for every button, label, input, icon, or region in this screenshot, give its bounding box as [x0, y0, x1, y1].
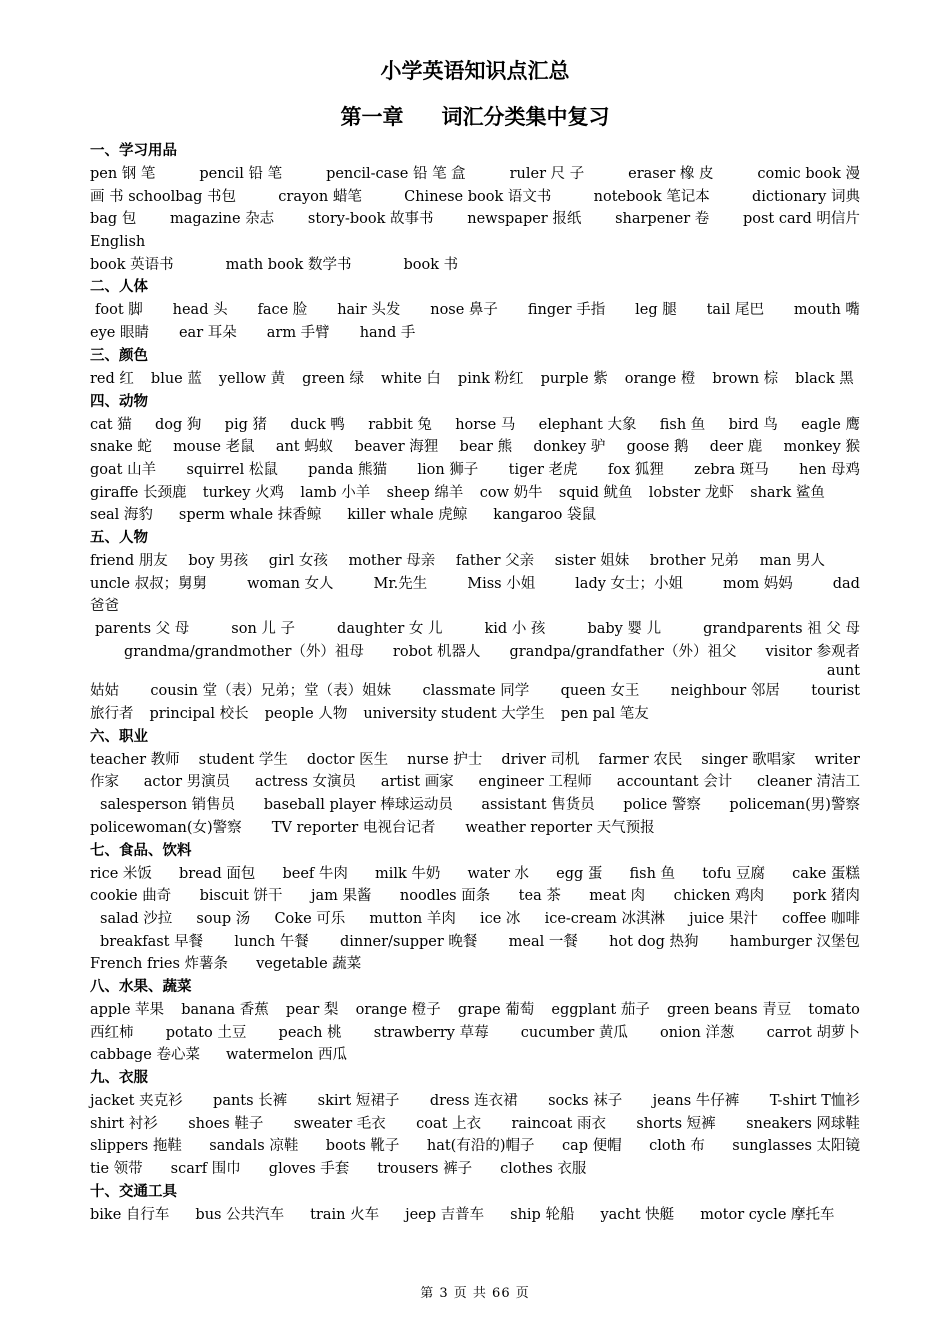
vocab-term: singer 歌唱家 — [701, 751, 796, 768]
vocab-term: raincoat 雨衣 — [511, 1115, 606, 1132]
vocab-term: fish 鱼 — [629, 865, 676, 882]
vocab-term: 旅行者 — [90, 706, 134, 723]
vocab-term: peach 桃 — [278, 1024, 342, 1041]
vocab-term: kid 小 孩 — [484, 621, 546, 637]
vocab-term: eraser 橡 皮 — [628, 166, 714, 182]
vocab-line — [90, 1158, 860, 1181]
vocab-term: slippers 拖鞋 — [90, 1138, 182, 1155]
vocab-line — [90, 436, 860, 459]
vocab-term: coffee 咖啡 — [782, 910, 860, 927]
vocab-term: beef 牛肉 — [282, 865, 348, 882]
vocab-term: white 白 — [381, 370, 441, 387]
vocab-term: actor 男演员 — [143, 774, 231, 791]
vocab-term: book 英语书 — [90, 256, 174, 273]
vocab-term: dinner/supper 晚餐 — [339, 933, 478, 950]
vocab-term: baseball player 棒球运动员 — [263, 797, 453, 814]
vocab-term: shorts 短裤 — [636, 1115, 716, 1132]
vocab-term: breakfast 早餐 — [100, 933, 204, 950]
vocab-term: lamb 小羊 — [300, 484, 371, 501]
vocab-term: pork 猪肉 — [792, 888, 860, 905]
vocab-term: meat 肉 — [589, 888, 646, 905]
vocab-term: fish 鱼 — [659, 416, 706, 433]
vocab-term: English — [90, 234, 146, 251]
vocab-term: parents 父 母 — [95, 621, 190, 637]
vocab-term: tiger 老虎 — [508, 461, 578, 478]
vocab-term: 画 书 schoolbag 书包 — [90, 188, 237, 205]
vocab-term: student 学生 — [198, 751, 288, 768]
vocab-term: man 男人 — [759, 552, 825, 569]
vocab-term: hat(有沿的)帽子 — [426, 1138, 535, 1155]
vocab-term: noodles 面条 — [399, 888, 491, 905]
vocab-term: bear 熊 — [459, 439, 513, 456]
vocab-term: shark 鲨鱼 — [750, 484, 825, 501]
vocab-line — [90, 953, 860, 976]
vocab-term: post card 明信片 — [742, 211, 860, 228]
vocab-line — [90, 663, 860, 680]
vocab-term: bird 鸟 — [728, 416, 778, 433]
vocab-line — [90, 459, 860, 482]
vocab-line — [90, 208, 860, 231]
vocab-term: 作家 — [90, 774, 119, 791]
vocab-term: Mr.先生 — [373, 575, 428, 592]
vocab-term: grape 葡萄 — [457, 1001, 535, 1018]
vocab-term: head 头 — [172, 302, 228, 319]
vocab-term: lion 狮子 — [417, 461, 479, 478]
vocab-term: salesperson 销售员 — [100, 797, 236, 814]
vocab-term: juice 果汁 — [689, 910, 758, 927]
vocab-term: crayon 蜡笔 — [278, 188, 362, 205]
vocab-term: aunt — [826, 663, 860, 680]
page-title: 小学英语知识点汇总 — [380, 59, 570, 83]
vocab-term: mouth 嘴 — [793, 302, 860, 319]
section-heading-animals: 四、动物 — [90, 393, 148, 410]
vocab-term: assistant 售货员 — [481, 797, 595, 814]
vocab-term: boots 靴子 — [325, 1138, 400, 1155]
vocab-term: orange 橙 — [624, 370, 696, 387]
vocab-term: policewoman(女)警察 — [90, 819, 242, 836]
vocab-term: cookie 曲奇 — [90, 888, 172, 905]
vocab-term: tea 茶 — [518, 888, 561, 905]
vocab-term: pen pal 笔友 — [560, 706, 649, 723]
vocab-term: nose 鼻子 — [430, 302, 498, 319]
vocab-term: trousers 裤子 — [377, 1161, 473, 1178]
vocab-term: sheep 绵羊 — [386, 484, 464, 501]
vocab-term: dictionary 词典 — [752, 188, 860, 205]
vocab-line — [90, 163, 860, 186]
vocab-term: hair 头发 — [337, 302, 401, 319]
vocab-term: jam 果酱 — [310, 888, 372, 905]
vocab-term: tomato — [808, 1001, 860, 1018]
vocab-term: blue 蓝 — [150, 370, 202, 387]
vocab-term: farmer 农民 — [598, 751, 683, 768]
vocab-term: police 警察 — [623, 797, 701, 814]
section-heading-occupations: 六、职业 — [90, 728, 148, 745]
vocab-term: tie 领带 — [90, 1161, 143, 1178]
vocab-term: baby 婴 儿 — [587, 621, 662, 637]
vocab-term: donkey 驴 — [533, 439, 606, 456]
vocab-line — [90, 680, 860, 703]
vocab-term: 姑姑 — [90, 683, 119, 700]
vocab-term: rice 米饭 — [90, 865, 152, 882]
vocab-line — [90, 231, 860, 254]
vocab-term: comic book 漫 — [757, 166, 860, 182]
vocab-term: killer whale 虎鲸 — [347, 507, 468, 524]
vocab-term: yellow 黄 — [218, 370, 286, 387]
vocab-term: ruler 尺 子 — [509, 166, 585, 182]
vocab-term: accountant 会计 — [616, 774, 733, 791]
vocab-term: book 书 — [403, 256, 459, 273]
vocab-term: Miss 小姐 — [467, 575, 536, 592]
vocab-line — [90, 1204, 860, 1227]
section-heading-body: 二、人体 — [90, 279, 148, 296]
vocab-term: pen 钢 笔 — [90, 166, 156, 182]
vocab-term: banana 香蕉 — [181, 1001, 269, 1018]
vocab-term: fox 狐狸 — [607, 461, 664, 478]
vocab-term: cleaner 清洁工 — [757, 774, 860, 791]
vocab-term: pig 猪 — [224, 416, 267, 433]
vocab-term: jeep 吉普车 — [405, 1206, 485, 1223]
vocab-term: scarf 围巾 — [170, 1161, 241, 1178]
vocab-term: sweater 毛衣 — [293, 1115, 386, 1132]
section-heading-people: 五、人物 — [90, 529, 148, 546]
vocab-term: queen 女王 — [560, 683, 640, 700]
vocab-term: egg 蛋 — [556, 865, 603, 882]
vocab-term: lady 女士；小姐 — [575, 575, 684, 592]
vocab-term: elephant 大象 — [538, 416, 637, 433]
vocab-line — [90, 999, 860, 1022]
vocab-term: driver 司机 — [501, 751, 580, 768]
vocab-term: father 父亲 — [455, 552, 535, 569]
vocab-term: goose 鹅 — [626, 439, 689, 456]
vocab-term: sister 姐妹 — [554, 552, 630, 569]
vocab-term: coat 上衣 — [416, 1115, 482, 1132]
vocab-term: cake 蛋糕 — [792, 865, 860, 882]
vocab-term: yacht 快艇 — [600, 1206, 675, 1223]
vocab-term: sharpener 卷 — [615, 211, 710, 228]
vocab-line — [90, 908, 860, 931]
vocab-term: T-shirt T恤衫 — [769, 1093, 860, 1109]
vocab-term: newspaper 报纸 — [467, 211, 582, 228]
vocab-term: hen 母鸡 — [799, 461, 860, 478]
vocab-term: mom 妈妈 — [722, 575, 793, 592]
vocab-term: friend 朋友 — [90, 552, 168, 569]
vocab-term: kangaroo 袋鼠 — [493, 507, 596, 524]
vocab-line — [90, 703, 860, 726]
vocab-term: cucumber 黄瓜 — [520, 1024, 628, 1041]
vocab-term: snake 蛇 — [90, 439, 152, 456]
vocab-term: skirt 短裙子 — [317, 1093, 400, 1109]
vocab-line — [90, 1022, 860, 1045]
vocab-term: weather reporter 天气预报 — [465, 819, 655, 836]
vocab-term: sandals 凉鞋 — [209, 1138, 299, 1155]
vocab-term: jeans 牛仔裤 — [652, 1093, 740, 1109]
section-heading-food-drinks: 七、食品、饮料 — [90, 842, 192, 859]
vocab-term: socks 袜子 — [548, 1093, 623, 1109]
vocab-term: eagle 鹰 — [801, 416, 860, 433]
vocab-term: monkey 猴 — [783, 439, 860, 456]
vocab-line — [90, 299, 860, 322]
vocab-term: dad — [832, 575, 860, 592]
vocab-term: nurse 护士 — [407, 751, 483, 768]
vocab-line — [90, 885, 860, 908]
vocab-term: meal 一餐 — [508, 933, 578, 950]
section-heading-transport: 十、交通工具 — [90, 1183, 177, 1200]
vocab-term: ant 蚂蚁 — [275, 439, 334, 456]
vocab-line — [90, 749, 860, 772]
vocab-term: classmate 同学 — [422, 683, 530, 700]
vocab-term: grandpa/grandfather（外）祖父 — [509, 643, 737, 660]
vocab-term: duck 鸭 — [290, 416, 345, 433]
vocab-term: cow 奶牛 — [479, 484, 543, 501]
vocab-term: tail 尾巴 — [706, 302, 764, 319]
vocab-term: zebra 斑马 — [694, 461, 769, 478]
vocabulary-content — [90, 140, 860, 1226]
vocab-line — [90, 794, 860, 817]
vocab-term: mother 母亲 — [348, 552, 436, 569]
vocab-term: ear 耳朵 — [178, 325, 237, 342]
vocab-line — [90, 771, 860, 794]
vocab-term: turkey 火鸡 — [202, 484, 285, 501]
vocab-term: eye 眼睛 — [90, 325, 149, 342]
vocab-term: bread 面包 — [179, 865, 256, 882]
vocab-line — [90, 1090, 860, 1113]
vocab-line — [90, 817, 860, 840]
vocab-term: writer — [814, 751, 860, 768]
vocab-line — [90, 186, 860, 209]
vocab-line — [90, 863, 860, 886]
vocab-term: pencil-case 铅 笔 盒 — [326, 166, 466, 182]
vocab-term: doctor 医生 — [306, 751, 389, 768]
section-heading-colors: 三、颜色 — [90, 347, 148, 364]
vocab-line — [90, 414, 860, 437]
vocab-term: tourist — [811, 683, 860, 700]
vocab-term: clothes 衣服 — [500, 1161, 587, 1178]
chapter-number: 第一章 — [340, 105, 404, 129]
vocab-term: son 儿 子 — [231, 621, 296, 637]
vocab-term: bike 自行车 — [90, 1206, 170, 1223]
vocab-term: finger 手指 — [527, 302, 606, 319]
vocab-term: notebook 笔记本 — [593, 188, 710, 205]
vocab-line — [90, 504, 860, 527]
vocab-term: hand 手 — [359, 325, 416, 342]
vocab-term: milk 牛奶 — [374, 865, 441, 882]
vocab-term: Chinese book 语文书 — [404, 188, 552, 205]
vocab-term: goat 山羊 — [90, 461, 157, 478]
vocab-term: squid 鱿鱼 — [558, 484, 633, 501]
vocab-term: actress 女演员 — [254, 774, 357, 791]
vocab-term: purple 紫 — [540, 370, 608, 387]
vocab-term: train 火车 — [310, 1206, 380, 1223]
vocab-term: pants 长裤 — [213, 1093, 288, 1109]
vocab-term: black 黑 — [795, 370, 854, 387]
section-heading-stationery: 一、学习用品 — [90, 143, 177, 159]
vocab-term: story-book 故事书 — [307, 211, 434, 228]
vocab-term: eggplant 茄子 — [551, 1001, 650, 1018]
vocab-term: apple 苹果 — [90, 1001, 165, 1018]
vocab-term: bag 包 — [90, 211, 137, 228]
vocab-term: seal 海豹 — [90, 507, 153, 524]
vocab-term: lunch 午餐 — [234, 933, 309, 950]
vocab-term: grandma/grandmother（外）祖母 — [124, 643, 364, 660]
vocab-term: mouse 老鼠 — [173, 439, 255, 456]
vocab-term: salad 沙拉 — [100, 910, 173, 927]
page-footer: 第 3 页 共 66 页 — [420, 1286, 530, 1301]
vocab-term: pink 粉红 — [457, 370, 524, 387]
vocab-term: 西红柿 — [90, 1024, 134, 1041]
vocab-line — [90, 641, 860, 664]
vocab-term: mutton 羊肉 — [369, 910, 456, 927]
vocab-term: face 脸 — [257, 302, 308, 319]
vocab-term: Coke 可乐 — [274, 910, 346, 927]
vocab-term: TV reporter 电视台记者 — [271, 819, 436, 836]
vocab-term: magazine 杂志 — [170, 211, 275, 228]
vocab-term: watermelon 西瓜 — [225, 1047, 347, 1064]
vocab-term: squirrel 松鼠 — [186, 461, 278, 478]
vocab-term: deer 鹿 — [709, 439, 763, 456]
vocab-line — [90, 1044, 860, 1067]
vocab-line — [90, 254, 860, 277]
vocab-term: rabbit 兔 — [368, 416, 432, 433]
vocab-term: hamburger 汉堡包 — [729, 933, 860, 950]
vocab-line — [90, 573, 860, 596]
vocab-term: arm 手臂 — [266, 325, 330, 342]
chapter-heading — [0, 101, 950, 131]
vocab-term: artist 画家 — [380, 774, 454, 791]
vocab-term: shoes 鞋子 — [188, 1115, 264, 1132]
vocab-term: chicken 鸡肉 — [673, 888, 765, 905]
vocab-term: boy 男孩 — [188, 552, 249, 569]
vocab-term: bus 公共汽车 — [195, 1206, 285, 1223]
section-heading-fruits-vegetables: 八、水果、蔬菜 — [90, 978, 192, 995]
vocab-term: woman 女人 — [247, 575, 334, 592]
vocab-line — [90, 595, 860, 618]
vocab-term: daughter 女 儿 — [337, 621, 443, 637]
vocab-term: hot dog 热狗 — [609, 933, 699, 950]
vocab-term: principal 校长 — [149, 706, 249, 723]
vocab-term: ice-cream 冰淇淋 — [544, 910, 665, 927]
vocab-term: sunglasses 太阳镜 — [732, 1138, 860, 1155]
vocab-term: orange 橙子 — [355, 1001, 441, 1018]
vocab-term: cap 便帽 — [561, 1138, 622, 1155]
vocab-term: pear 梨 — [285, 1001, 339, 1018]
vocab-term: teacher 教师 — [90, 751, 180, 768]
vocab-term: leg 腿 — [635, 302, 677, 319]
vocab-term: cat 猫 — [90, 416, 132, 433]
vocab-term: horse 马 — [455, 416, 516, 433]
vocab-term: brother 兄弟 — [649, 552, 740, 569]
vocab-term: onion 洋葱 — [660, 1024, 735, 1041]
chapter-title: 词汇分类集中复习 — [441, 105, 610, 129]
vocab-line — [90, 931, 860, 954]
vocab-term: grandparents 祖 父 母 — [703, 621, 860, 637]
vocab-term: sperm whale 抹香鲸 — [178, 507, 322, 524]
vocab-term: sneakers 网球鞋 — [746, 1115, 860, 1132]
vocab-term: French fries 炸薯条 — [90, 956, 229, 973]
vocab-line — [90, 618, 860, 641]
vocab-term: lobster 龙虾 — [648, 484, 734, 501]
vocab-line — [90, 368, 860, 391]
vocab-term: policeman(男)警察 — [729, 797, 860, 814]
vocab-line — [90, 1113, 860, 1136]
vocab-term: math book 数学书 — [225, 256, 352, 273]
vocab-term: cabbage 卷心菜 — [90, 1047, 200, 1064]
vocab-line — [90, 482, 825, 505]
vocab-term: university student 大学生 — [363, 706, 545, 723]
vocab-term: green beans 青豆 — [667, 1001, 792, 1018]
vocab-term: neighbour 邻居 — [670, 683, 780, 700]
vocab-term: robot 机器人 — [392, 643, 481, 660]
vocab-line — [90, 550, 825, 573]
vocab-term: motor cycle 摩托车 — [700, 1206, 835, 1223]
vocab-term: giraffe 长颈鹿 — [90, 484, 187, 501]
vocab-term: ice 冰 — [479, 910, 521, 927]
vocab-term: carrot 胡萝卜 — [766, 1024, 860, 1041]
vocab-term: brown 棕 — [712, 370, 779, 387]
vocab-term: green 绿 — [302, 370, 364, 387]
vocab-term: uncle 叔叔；舅舅 — [90, 575, 208, 592]
vocab-term: girl 女孩 — [268, 552, 328, 569]
vocab-term: dress 连衣裙 — [429, 1093, 518, 1109]
vocab-term: vegetable 蔬菜 — [256, 956, 362, 973]
vocab-term: dog 狗 — [154, 416, 202, 433]
vocab-term: gloves 手套 — [268, 1161, 350, 1178]
vocab-term: shirt 衬衫 — [90, 1115, 158, 1132]
vocab-line — [90, 322, 860, 345]
vocab-term: water 水 — [467, 865, 530, 882]
vocab-term: potato 土豆 — [165, 1024, 247, 1041]
section-heading-clothes: 九、衣服 — [90, 1070, 148, 1086]
vocab-term: panda 熊猫 — [308, 461, 387, 478]
vocab-term: 爸爸 — [90, 598, 119, 615]
vocab-term: biscuit 饼干 — [199, 888, 283, 905]
vocab-term: people 人物 — [264, 706, 348, 723]
vocab-term: tofu 豆腐 — [702, 865, 766, 882]
vocab-term: pencil 铅 笔 — [199, 166, 283, 182]
vocab-term: cousin 堂（表）兄弟；堂（表）姐妹 — [150, 683, 392, 700]
vocab-term: visitor 参观者 — [765, 643, 860, 660]
vocab-term: engineer 工程师 — [478, 774, 592, 791]
vocab-line — [90, 1135, 860, 1158]
vocab-term: strawberry 草莓 — [373, 1024, 489, 1041]
vocab-term: ship 轮船 — [510, 1206, 575, 1223]
vocab-term: cloth 布 — [649, 1138, 705, 1155]
vocab-term: jacket 夹克衫 — [90, 1093, 183, 1109]
vocab-term: foot 脚 — [95, 302, 143, 319]
vocab-term: beaver 海狸 — [354, 439, 439, 456]
vocab-term: soup 汤 — [196, 910, 251, 927]
vocab-term: red 红 — [90, 370, 134, 387]
